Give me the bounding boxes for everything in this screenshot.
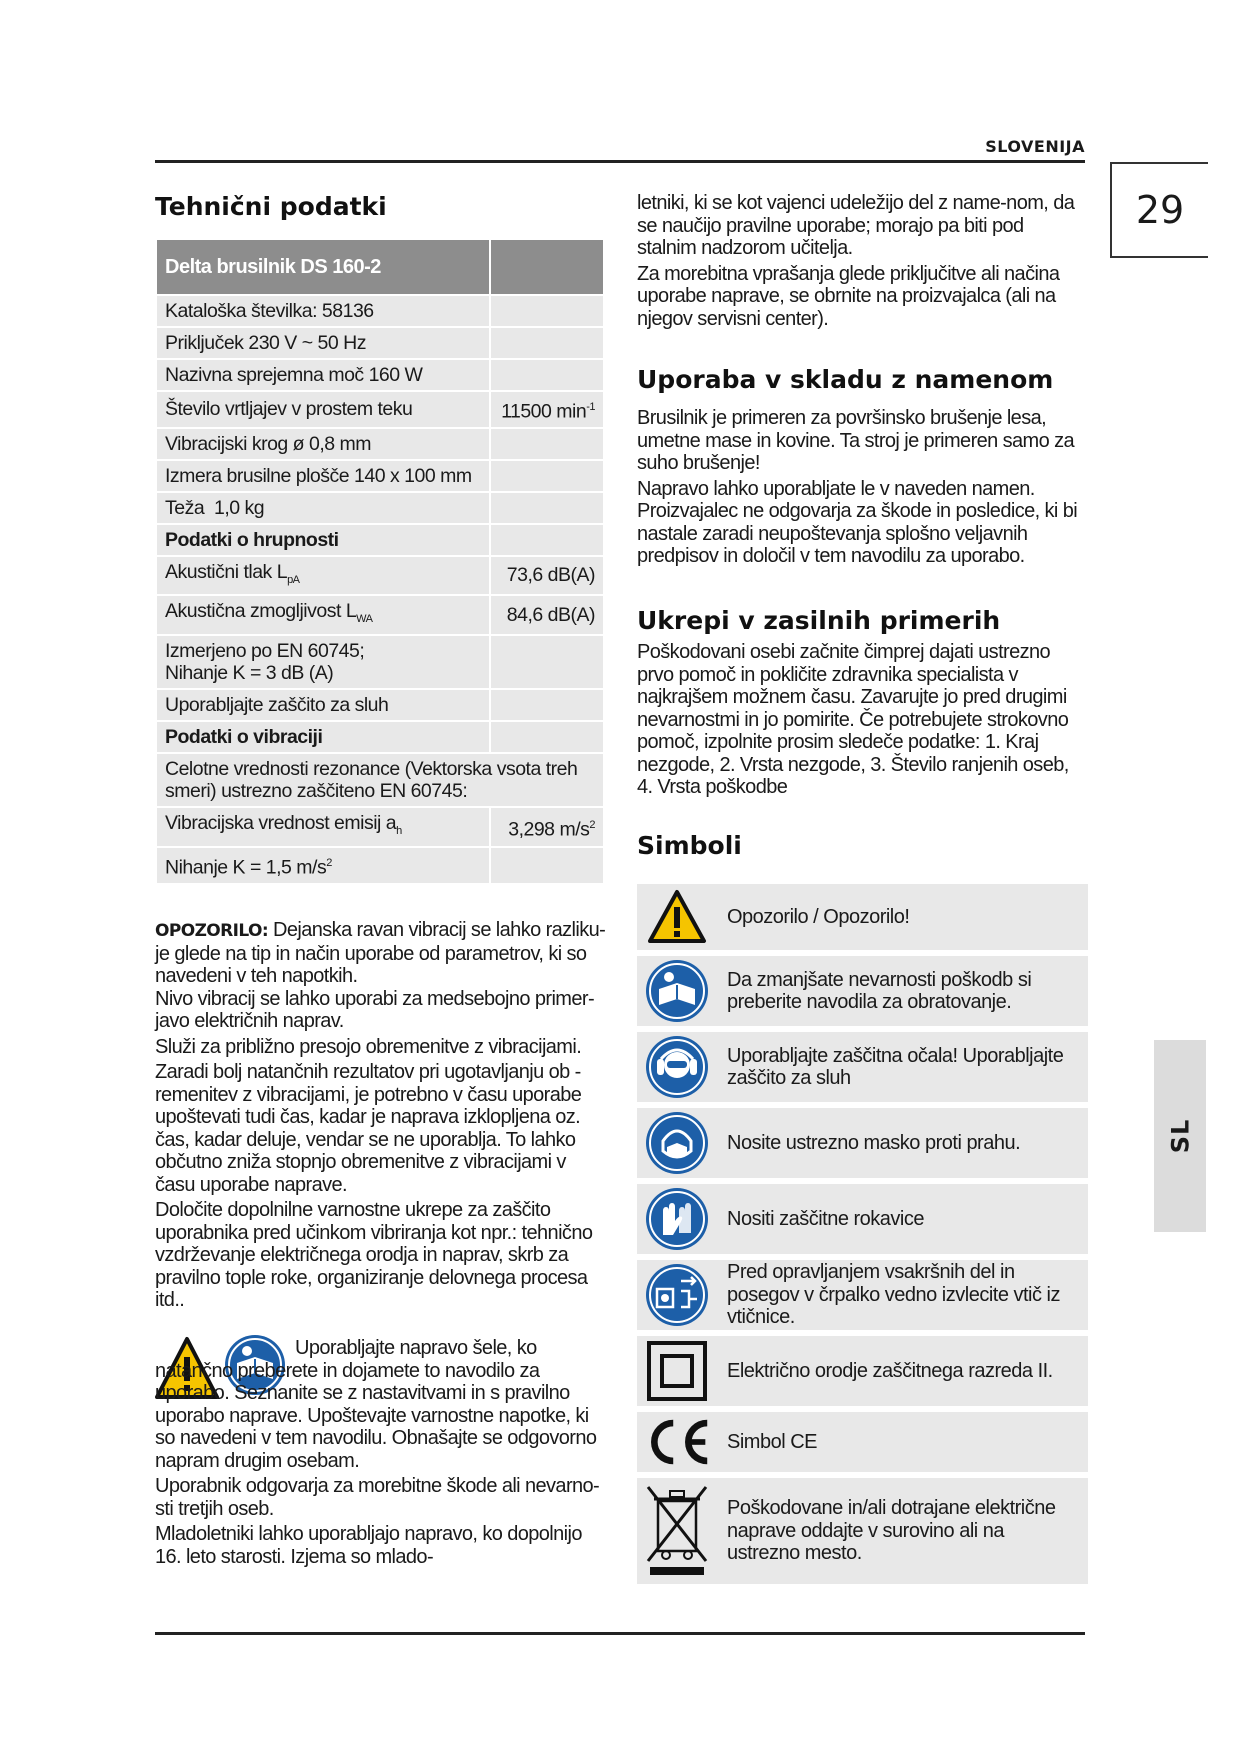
intended-p1: Brusilnik je primeren za površinsko brušenje lesa, umetne mase in kovine. Ta stroj je primeren samo za suho brušenje! — [637, 407, 1075, 474]
emergency-text: Poškodovani osebi začnite čimprej dajati ustrezno prvo pomoč in pokličite zdravnika specialista v najkrajšem možnem času. Zavarujte jo pred drugimi nevarnostmi in jo pomirite. Če potrebujete strokovno pomoč, izpolnite prosim sledeče podatke: 1. Kraj nezgode, 2. Vrsta nezgode, 3. Število ranjenih oseb, 4. Vrsta poškodbe — [637, 641, 1069, 798]
warning-label: OPOZORILO: — [155, 921, 269, 941]
symbol-row — [637, 884, 1088, 950]
intended-use-title: Uporaba v skladu z namenom — [637, 365, 1054, 394]
row-label: Vibracijska vrednost emisij $a_h$ — [156, 807, 490, 847]
intended-use-text — [637, 407, 1087, 568]
language-tab-label: SL — [1165, 1118, 1194, 1154]
class-ii-icon — [646, 1340, 708, 1402]
row-label: Teža 1,0 kg — [156, 492, 490, 524]
tech-data-table — [155, 238, 605, 885]
row-label: Akustična zmogljivost $L_{WA}$ — [156, 595, 490, 635]
table-row — [156, 359, 604, 391]
symbol-label: Električno orodje zaščitnega razreda II. — [727, 1359, 1053, 1382]
goggles-earmuffs-icon — [645, 1035, 709, 1099]
table-row — [156, 295, 604, 327]
section-row — [156, 721, 604, 753]
usage-p3: Mladoletniki lahko uporabljajo napravo, ko dopolnijo 16. leto starosti. Izjema so mlado- — [155, 1523, 582, 1568]
warning-block — [155, 919, 607, 1312]
noise-section-title: Podatki o hrupnosti — [156, 524, 490, 556]
table-row — [156, 460, 604, 492]
usage-p1: Uporabljajte napravo šele, ko natančno preberete in dojamete to navodilo za uporabo. Seznanite se z nastavitvami in s pravilno uporabo naprave. Upoštevajte varnostne napotke, ki so navedeni v tem navodilu. Obnašajte se odgovorno napram drugim osebam. — [155, 1337, 597, 1472]
row-label: Vibracijski krog ø 0,8 mm — [156, 428, 490, 460]
header-rule — [155, 160, 1085, 163]
cont-p2: Za morebitna vprašanja glede priključitve ali načina uporabe naprave, se obrnite na proizvajalca (ali na njegov servisni center). — [637, 262, 1060, 330]
gloves-icon — [645, 1187, 709, 1251]
symbol-row — [637, 1032, 1088, 1102]
table-row — [156, 428, 604, 460]
table-row — [156, 556, 604, 596]
symbol-label: Uporabljajte zaščitna očala! Uporabljajte zaščito za sluh — [727, 1044, 1064, 1089]
warning-p5: Določite dopolnilne varnostne ukrepe za zaščito uporabnika pred učinkom vibriranja kot npr.: tehnično vzdrževanje električnega orodja in naprav, skrb za pravilno tople roke, organiziranje delovnega procesa itd.. — [155, 1199, 593, 1311]
usage-note — [155, 1337, 607, 1568]
row-label: Celotne vrednosti rezonance (Vektorska vsota treh smeri) ustrezno zaščiteno EN 60745: — [156, 753, 604, 807]
row-label: Kataloška številka: 58136 — [156, 295, 490, 327]
symbols-title: Simboli — [637, 831, 742, 860]
symbol-label: Simbol CE — [727, 1430, 817, 1453]
row-label: Nihanje K = 1,5 $m/s^2$ — [156, 847, 490, 884]
row-label: Priključek 230 V ~ 50 Hz — [156, 327, 490, 359]
symbol-label: Poškodovane in/ali dotrajane električne naprave oddajte v surovino ali na ustrezno mesto. — [727, 1497, 1056, 1565]
tech-data-title: Tehnični podatki — [155, 192, 387, 221]
row-label: Akustični tlak $L_{pA}$ — [156, 556, 490, 596]
read-manual-icon — [645, 959, 709, 1023]
table-row — [156, 807, 604, 847]
section-row — [156, 524, 604, 556]
row-value: 73,6 dB(A) — [490, 556, 604, 596]
warning-p4: Zaradi bolj natančnih rezultatov pri ugotavljanju ob - remenitev z vibracijami, je potrebno v času uporabe upoštevati tudi čas, kadar je naprava izklopljena oz. čas, kadar deluje, vendar se ne uporablja. To lahko občutno zniža stopnjo obremenitve z vibracijami v času uporabe naprave. — [155, 1061, 582, 1196]
page-number: 29 — [1110, 162, 1208, 258]
continued-text — [637, 192, 1087, 330]
row-value: 11500 $\min^{-1}$ — [490, 391, 604, 428]
warning-p1: OPOZORILO: Dejanska ravan vibracij se lahko razliku-je glede na tip in način uporabe od parametrov, ki so navedeni v teh napotkih. — [155, 919, 606, 987]
symbol-label: Pred opravljanjem vsakršnih del in posegov v črpalko vedno izvlecite vtič iz vtičnice. — [727, 1261, 1060, 1329]
symbol-row — [637, 1260, 1088, 1330]
row-value: 84,6 dB(A) — [490, 595, 604, 635]
weee-bin-icon — [644, 1483, 710, 1579]
emergency-title: Ukrepi v zasilnih primerih — [637, 606, 1001, 635]
row-label: Nazivna sprejemna moč 160 W — [156, 359, 490, 391]
symbol-row — [637, 1412, 1088, 1472]
table-row — [156, 327, 604, 359]
table-row — [156, 492, 604, 524]
row-label: Izmera brusilne plošče 140 x 100 mm — [156, 460, 490, 492]
ce-mark-icon — [643, 1414, 711, 1470]
table-header-empty — [490, 239, 604, 295]
table-row — [156, 689, 604, 721]
symbol-label: Opozorilo / Opozorilo! — [727, 905, 910, 928]
table-row — [156, 595, 604, 635]
symbol-row — [637, 1184, 1088, 1254]
intended-p2: Napravo lahko uporabljate le v naveden namen. Proizvajalec ne odgovarja za škode in posledice, ki bi nastale zaradi neupoštevanja splošno veljavnih predpisov in določil v tem navodilu za uporabo. — [637, 477, 1078, 567]
table-row — [156, 753, 604, 807]
symbol-label: Da zmanjšate nevarnosti poškodb si preberite navodila za obratovanje. — [727, 968, 1032, 1013]
table-header-cell: Delta brusilnik DS 160-2 — [156, 239, 490, 295]
cont-p1: letniki, ki se kot vajenci udeležijo del z name-nom, da se naučijo pravilne uporabe; morajo pa biti pod stalnim nadzorom učitelja. — [637, 192, 1075, 259]
table-row — [156, 391, 604, 428]
table-row — [156, 847, 604, 884]
symbol-label: Nositi zaščitne rokavice — [727, 1207, 924, 1230]
warning-triangle-icon — [647, 887, 707, 947]
symbol-row — [637, 1108, 1088, 1178]
vibration-section-title: Podatki o vibraciji — [156, 721, 490, 753]
symbol-row — [637, 1336, 1088, 1406]
warning-p3: Služi za približno presojo obremenitve z vibracijami. — [155, 1035, 582, 1058]
symbol-row — [637, 956, 1088, 1026]
unplug-icon — [645, 1263, 709, 1327]
symbol-label: Nosite ustrezno masko proti prahu. — [727, 1131, 1021, 1154]
symbol-row — [637, 1478, 1088, 1584]
table-header-row — [156, 239, 604, 295]
dust-mask-icon — [645, 1111, 709, 1175]
warning-p2: Nivo vibracij se lahko uporabi za medsebojno primer-javo električnih naprav. — [155, 987, 595, 1032]
language-tab — [1154, 1040, 1206, 1232]
footer-rule — [155, 1632, 1085, 1635]
table-row — [156, 635, 604, 689]
usage-p2: Uporabnik odgovarja za morebitne škode ali nevarno-sti tretjih oseb. — [155, 1475, 600, 1520]
row-label: Število vrtljajev v prostem teku — [156, 391, 490, 428]
row-label: Izmerjeno po EN 60745; Nihanje K = 3 dB (A) — [156, 635, 490, 689]
row-value: 3,298 $m/s^2$ — [490, 807, 604, 847]
row-label: Uporabljajte zaščito za sluh — [156, 689, 490, 721]
country-label: SLOVENIJA — [985, 137, 1085, 156]
